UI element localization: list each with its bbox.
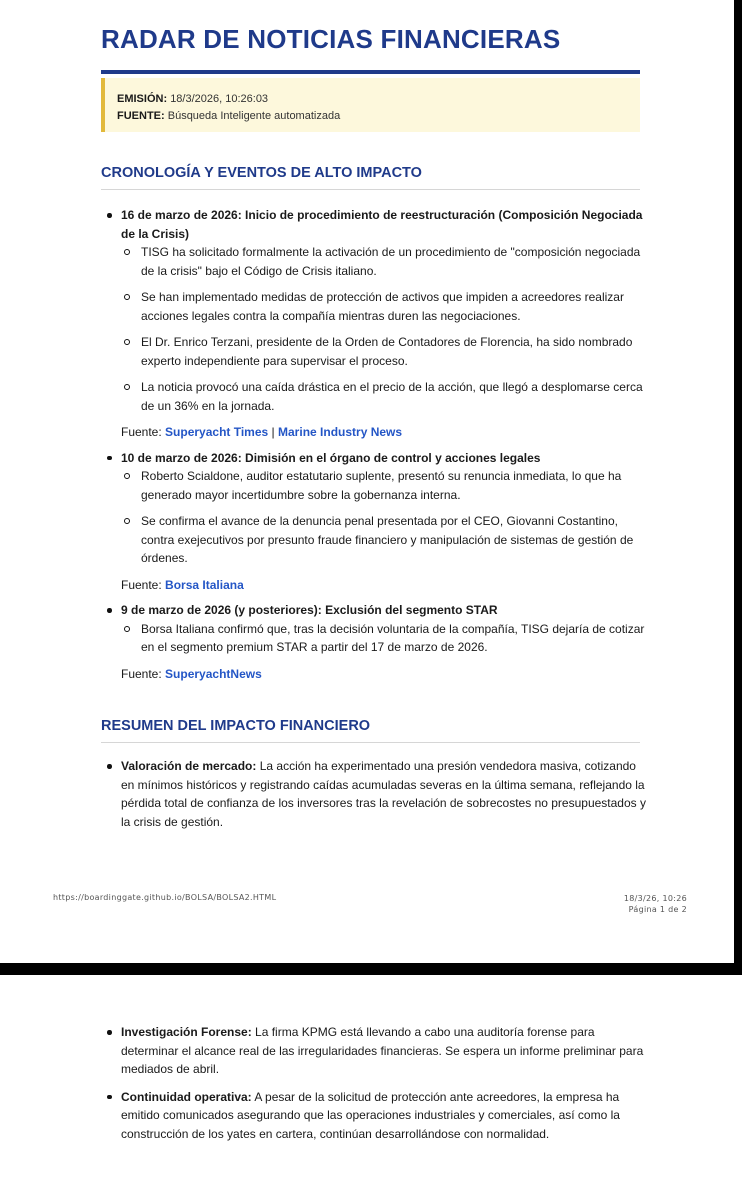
impact-label: Investigación Forense: — [121, 1025, 252, 1039]
impact-item — [101, 757, 646, 831]
impact-label: Valoración de mercado: — [121, 759, 257, 773]
source-separator: | — [271, 425, 275, 439]
impact-item — [101, 1023, 646, 1079]
emission-label: EMISIÓN: — [117, 93, 168, 105]
section-divider — [101, 742, 640, 743]
report-title: RADAR DE NOTICIAS FINANCIERAS — [101, 24, 561, 54]
impact-label: Continuidad operativa: — [121, 1089, 252, 1104]
event-item — [101, 449, 646, 595]
event-detail: Se confirma el avance de la denuncia penal presentada por el CEO, Giovanni Costantino, contra exejecutivos por presunto fraude financiero y manipulación de sistemas de gestión de órdenes. — [121, 512, 646, 568]
event-detail: Roberto Scialdone, auditor estatutario suplente, presentó su renuncia inmediata, lo que ha generado mayor incertidumbre sobre la gobernanza interna. — [121, 467, 646, 504]
event-source — [121, 423, 646, 442]
source-label: Fuente: — [121, 425, 162, 439]
source-line — [117, 108, 640, 125]
event-details — [121, 620, 646, 657]
event-item — [101, 601, 646, 683]
section-divider — [101, 189, 640, 190]
impact-item — [101, 1088, 646, 1144]
source-label: Fuente: — [121, 577, 162, 592]
event-source — [121, 576, 646, 595]
impact-list-container — [101, 757, 646, 831]
impact-text: La acción ha experimentado una presión vendedora masiva, cotizando en mínimos históricos y registrando caídas acumuladas severas en la última semana, reflejando la pérdida total de confianza de los inversores tras la revelación de sobrecostes no presupuestados y la crisis de gestión. — [121, 759, 646, 829]
event-headline: 9 de marzo de 2026 (y posteriores): Exclusión del segmento STAR — [121, 603, 498, 617]
event-detail: TISG ha solicitado formalmente la activación de un procedimiento de "composición negociada de la crisis" bajo el Código de Crisis italiano. — [121, 243, 646, 280]
event-headline: 16 de marzo de 2026: Inicio de procedimiento de reestructuración (Composición Negociada de la Crisis) — [121, 208, 643, 241]
emission-line — [117, 91, 640, 108]
footer-url: https://boardinggate.github.io/BOLSA/BOLSA2.HTML — [53, 893, 277, 902]
impact-text: La firma KPMG está llevando a cabo una auditoría forense para determinar el alcance real de las irregularidades financieras. Se espera un informe preliminar para mediados de abril. — [121, 1025, 644, 1076]
footer-datetime: 18/3/26, 10:26 — [623, 894, 687, 903]
event-item — [101, 206, 646, 442]
source-link[interactable]: Superyacht Times — [165, 425, 269, 439]
section-heading-chronology: CRONOLOGÍA Y EVENTOS DE ALTO IMPACTO — [101, 165, 422, 181]
events-list-container — [101, 206, 646, 683]
event-detail: Se han implementado medidas de protección de activos que impiden a acreedores realizar acciones legales contra la compañía mientras duren las negociaciones. — [121, 288, 646, 325]
event-headline: 10 de marzo de 2026: Dimisión en el órgano de control y acciones legales — [121, 450, 541, 465]
source-link[interactable]: Borsa Italiana — [165, 577, 244, 592]
title-divider — [101, 70, 640, 74]
impact-text: A pesar de la solicitud de protección ante acreedores, la empresa ha emitido comunicados asegurando que las operaciones industriales y comerciales, así como la construcción de los yates en cartera, continúan desarrollándose con normalidad. — [121, 1089, 620, 1141]
event-detail: La noticia provocó una caída drástica en el precio de la acción, que llegó a desplomarse cerca de un 36% en la jornada. — [121, 378, 646, 415]
source-link[interactable]: Marine Industry News — [278, 425, 403, 439]
meta-box — [101, 78, 640, 132]
event-details — [121, 467, 646, 568]
source-label: FUENTE: — [117, 110, 165, 122]
impact-list — [101, 1023, 646, 1143]
section-heading-impact: RESUMEN DEL IMPACTO FINANCIERO — [101, 718, 371, 734]
impact-list-continued — [101, 1023, 646, 1143]
event-detail: El Dr. Enrico Terzani, presidente de la Orden de Contadores de Florencia, ha sido nombrado experto independiente para supervisar el proceso. — [121, 333, 646, 370]
footer-page-number: Página 1 de 2 — [628, 905, 687, 914]
impact-list — [101, 757, 646, 831]
source-value: Búsqueda Inteligente automatizada — [167, 110, 341, 122]
events-list — [101, 206, 646, 683]
source-label: Fuente: — [121, 666, 162, 681]
emission-value: 18/3/2026, 10:26:03 — [170, 93, 269, 105]
footer-page-info — [624, 893, 687, 915]
event-source — [121, 665, 646, 684]
event-details — [121, 243, 646, 415]
event-detail: Borsa Italiana confirmó que, tras la decisión voluntaria de la compañía, TISG dejaría de cotizar en el segmento premium STAR a partir del 17 de marzo de 2026. — [121, 620, 646, 657]
page-2 — [0, 975, 742, 1200]
source-link[interactable]: SuperyachtNews — [165, 666, 262, 681]
